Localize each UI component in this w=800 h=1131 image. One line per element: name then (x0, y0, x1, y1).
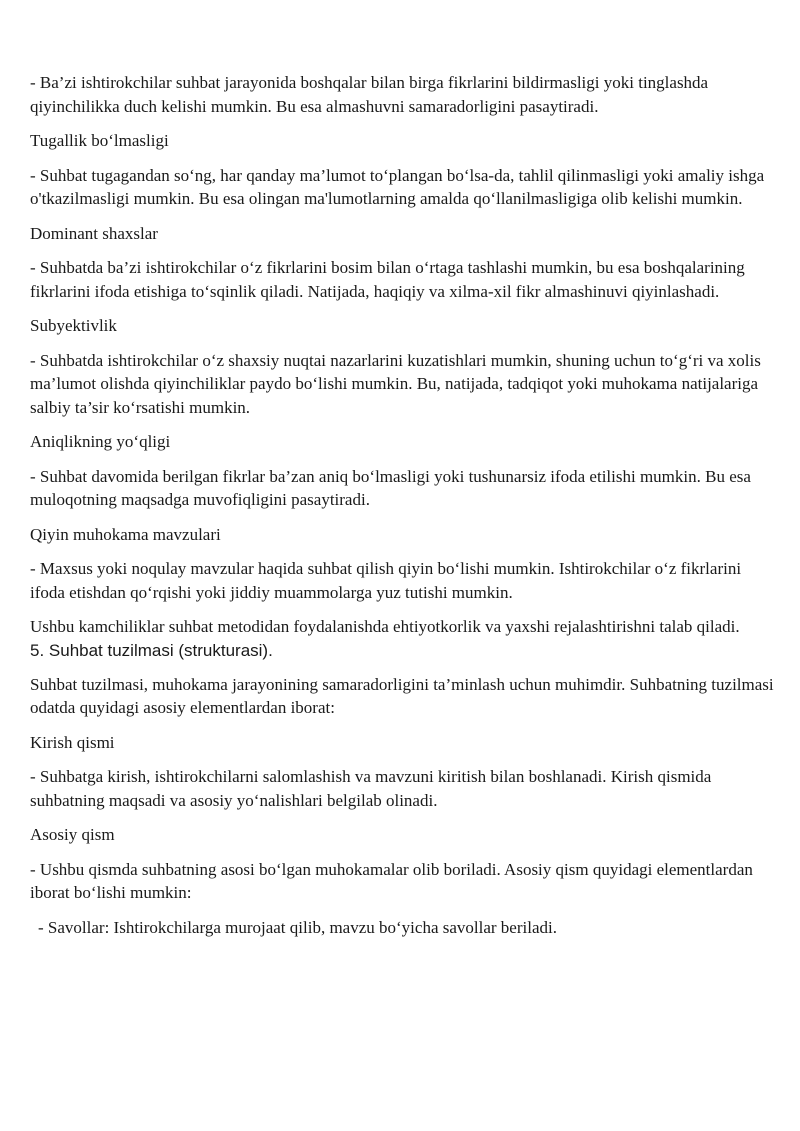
heading-subjectivity: Subyektivlik (30, 316, 117, 335)
paragraph-clarity: - Suhbat davomida berilgan fikrlar ba’zan aniq bo‘lmasligi yoki tushunarsiz ifoda etilishi mumkin. Bu esa muloqotning maqsadga muvofiqligini pasaytiradi. (30, 466, 751, 509)
paragraph-subjectivity: - Suhbatda ishtirokchilar o‘z shaxsiy nuqtai nazarlarini kuzatishlari mumkin, shuning uchun to‘g‘ri va xolis ma’lumot olishda qiyinchiliklar paydo bo‘lishi mumkin. Bu, natijada, tadqiqot yoki muhokama natijalariga salbiy ta’sir ko‘rsatishi mumkin. (30, 350, 761, 417)
heading-main-part: Asosiy qism (30, 825, 115, 844)
heading-dominant-persons: Dominant shaxslar (30, 223, 158, 243)
heading-introduction-part: Kirish qismi (30, 732, 115, 752)
paragraph-structure-intro: Suhbat tuzilmasi, muhokama jarayonining samaradorligini ta’minlash uchun muhimdir. Suhbatning tuzilmasi odatda quyidagi asosiy elementlardan iborat: (30, 674, 774, 717)
heading-lack-of-clarity: Aniqlikning yo‘qligi (30, 432, 171, 451)
paragraph-conclusion: Ushbu kamchiliklar suhbat metodidan foydalanishda ehtiyotkorlik va yaxshi rejalashtirishni talab qiladi. (30, 617, 740, 636)
paragraph-main-part: - Ushbu qismda suhbatning asosi bo‘lgan muhokamalar olib boriladi. Asosiy qism quyidagi elementlardan iborat bo‘lishi mumkin: (30, 859, 753, 902)
list-item-questions: - Savollar: Ishtirokchilarga murojaat qilib, mavzu bo‘yicha savollar beriladi. (38, 917, 557, 937)
paragraph-difficult-topics: - Maxsus yoki noqulay mavzular haqida suhbat qilish qiyin bo‘lishi mumkin. Ishtirokchilar o‘z fikrlarini ifoda etishdan qo‘rqishi yoki jiddiy muammolarga yuz tutishi mumkin. (30, 559, 742, 602)
paragraph-participation: - Ba’zi ishtirokchilar suhbat jarayonida boshqalar bilan birga fikrlarini bildirmasligi yoki tinglashda qiyinchilikka duch kelishi mumkin. Bu esa almashuvni samaradorligini pasaytiradi. (30, 73, 709, 116)
document-page (30, 71, 775, 950)
paragraph-incompleteness: - Suhbat tugagandan so‘ng, har qanday ma’lumot to‘plangan bo‘lsa-da, tahlil qilinmasligi yoki amaliy ishga o'tkazilmasligi mumkin. Bu esa olingan ma'lumotlarning amalda qo‘llanilmasligiga olib kelishi mumkin. (30, 165, 765, 208)
heading-difficult-topics: Qiyin muhokama mavzulari (30, 524, 221, 544)
heading-incompleteness: Tugallik bo‘lmasligi (30, 131, 169, 150)
section-title-structure: 5. Suhbat tuzilmasi (strukturasi). (30, 640, 273, 660)
paragraph-introduction-part: - Suhbatga kirish, ishtirokchilarni salomlashish va mavzuni kiritish bilan boshlanadi. Kirish qismida suhbatning maqsadi va asosiy yo‘nalishlari belgilab olinadi. (30, 767, 712, 810)
paragraph-dominant-persons: - Suhbatda ba’zi ishtirokchilar o‘z fikrlarini bosim bilan o‘rtaga tashlashi mumkin, bu esa boshqalarining fikrlarini ifoda etishiga to‘sqinlik qiladi. Natijada, haqiqiy va xilma-xil fikr almashinuvi qiyinlashadi. (30, 258, 745, 301)
